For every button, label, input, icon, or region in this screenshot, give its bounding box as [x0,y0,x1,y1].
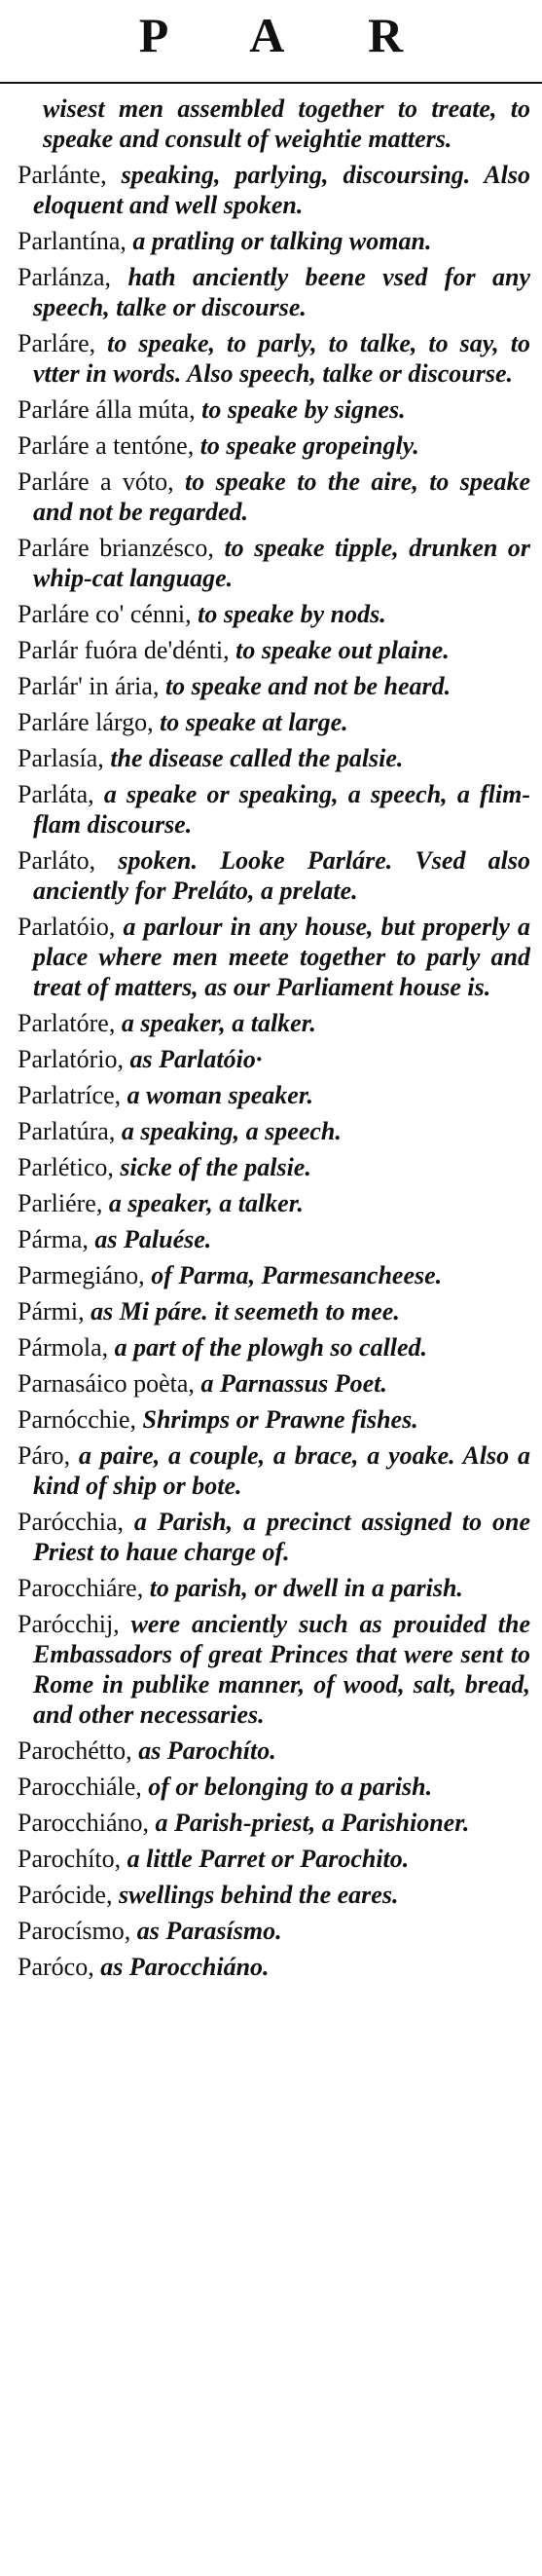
entry-headword: Parlasía, [18,744,104,772]
entry-headword: Párma, [18,1225,89,1253]
entry-headword: Parlatúra, [18,1117,116,1145]
entry-definition: to speake to the aire, to speake and not be regarded. [33,467,530,526]
entry-headword: Parochétto, [18,1736,132,1765]
entry-definition: speaking, parlying, discoursing. Also eloquent and well spoken. [33,161,530,219]
entry-definition: to speake, to parly, to talke, to say, to vtter in words. Also speech, talke or discourse. [33,329,530,388]
entry-definition: of Parma, Parmesancheese. [151,1261,443,1289]
dictionary-entry [18,1736,530,1766]
dictionary-column [18,93,530,2567]
entry-definition: sicke of the palsie. [120,1153,311,1181]
dictionary-entry [18,262,530,322]
entry-definition: swellings behind the eares. [118,1881,399,1909]
entry-headword: Parlético, [18,1153,114,1181]
entry-headword: Parlatríce, [18,1081,122,1109]
entry-definition: a parlour in any house, but properly a place where men meete together to parly and treat of matters, as our Parliament house is. [33,913,530,1001]
entry-definition: a speaker, a talker. [108,1189,304,1217]
entry-definition: to speake gropeingly. [199,431,419,460]
entry-definition: the disease called the palsie. [110,744,404,772]
entry-definition: a Parnassus Poet. [200,1369,387,1398]
entry-definition: spoken. Looke Parláre. Vsed also anciently for Preláto, a prelate. [33,846,530,905]
entry-definition: as Parocchiáno. [100,1953,270,1981]
dictionary-entry [18,1507,530,1567]
dictionary-entry [18,599,530,629]
dictionary-entry [18,160,530,220]
dictionary-entry [18,533,530,593]
entry-definition: to speake out plaine. [235,636,450,664]
entry-headword: Parochíto, [18,1845,122,1873]
dictionary-entry [18,671,530,701]
dictionary-entry [18,328,530,389]
dictionary-entry [18,1224,530,1254]
entry-definition: of or belonging to a parish. [148,1773,433,1801]
entry-definition: as Paluése. [94,1225,212,1253]
entry-headword: Paróсchia, [18,1508,125,1536]
entry-definition: to parish, or dwell in a parish. [149,1574,463,1602]
entry-headword: Parliére, [18,1189,103,1217]
entry-definition: a little Parret or Parochito. [126,1845,410,1873]
entry-headword: Parmegiáno, [18,1261,145,1289]
dictionary-entry [18,1152,530,1182]
dictionary-entry [18,912,530,1002]
entry-definition: Shrimps or Prawne fishes. [142,1405,418,1434]
entry-headword: Parlánte, [18,161,107,189]
entry-definition: to speake by nods. [198,600,386,628]
dictionary-entry [18,845,530,906]
dictionary-entry [18,779,530,840]
entry-headword: Parlantína, [18,227,126,255]
dictionary-entry [18,93,530,154]
entry-headword: Parlatóre, [18,1009,116,1037]
dictionary-entry [18,707,530,737]
entry-headword: Parocchiáno, [18,1809,150,1837]
entry-headword: Parláto, [18,846,96,875]
entry-definition: were anciently such as prouided the Embassadors of great Princes that were sent to Rome in publike manner, of wood, salt, bread, and other necessaries. [33,1610,530,1729]
dictionary-entry [18,1609,530,1730]
entry-definition: to speake at large. [160,708,348,736]
entry-definition: a Parish, a precinct assigned to one Priest to haue charge of. [33,1508,530,1566]
entry-definition: as Parlatóio· [129,1045,263,1073]
entry-definition: a pratling or talking woman. [132,227,432,255]
entry-definition: hath anciently beene vsed for any speech, talke or discourse. [33,263,530,321]
dictionary-entry [18,1772,530,1802]
dictionary-entry [18,743,530,773]
dictionary-entry [18,394,530,425]
entry-definition: to speake by signes. [201,395,406,424]
dictionary-entry [18,1188,530,1218]
entry-definition: to speake tipple, drunken or whip-cat language. [33,534,530,592]
entry-definition: a paire, a couple, a brace, a yoake. Also a kind of ship or bote. [33,1441,530,1500]
entry-headword: Parócide, [18,1881,113,1909]
dictionary-entry [18,1116,530,1146]
entry-headword: Parlatório, [18,1045,125,1073]
entry-definition: a speaker, a talker. [121,1009,316,1037]
dictionary-entry [18,1440,530,1501]
entry-headword: Parnócchie, [18,1405,137,1434]
dictionary-entry [18,1573,530,1603]
entry-definition: a Parish-priest, a Parishioner. [155,1809,470,1837]
entry-definition: wisest men assembled together to treate, to speake and consult of weightie matters. [43,94,530,153]
entry-definition: a part of the plowgh so called. [114,1333,428,1362]
entry-headword: Parlatóio, [18,913,116,941]
dictionary-entry [18,1880,530,1910]
dictionary-entry [18,430,530,461]
running-head: P A R [138,8,441,62]
entry-headword: Parócchij, [18,1610,120,1638]
header-rule [0,82,542,84]
entry-definition: a woman speaker. [126,1081,314,1109]
entry-headword: Parlánza, [18,263,112,291]
entry-headword: Paróco, [18,1953,94,1981]
dictionary-entry [18,1368,530,1399]
entry-headword: Parláre brianzésco, [18,534,214,562]
dictionary-entry [18,1260,530,1290]
page-header [0,0,542,78]
entry-headword: Parláre álla múta, [18,395,196,424]
entry-definition: as Parochíto. [138,1736,276,1765]
dictionary-entry [18,226,530,256]
entry-headword: Parlár' in ária, [18,672,160,700]
entry-headword: Parocchiáre, [18,1574,144,1602]
entry-headword: Parocísmo, [18,1917,131,1945]
entry-headword: Parláta, [18,780,94,808]
entry-headword: Pármi, [18,1297,85,1325]
entry-definition: a speake or speaking, a speech, a flim-flam discourse. [33,780,530,839]
dictionary-entry [18,1844,530,1874]
entry-headword: Parnasáico poèta, [18,1369,195,1398]
entry-definition: a speaking, a speech. [121,1117,342,1145]
dictionary-entry [18,635,530,665]
dictionary-entry [18,1916,530,1946]
dictionary-entry [18,1808,530,1838]
entry-headword: Parláre a vóto, [18,467,174,496]
dictionary-entry [18,1404,530,1435]
entry-headword: Parláre a tentóne, [18,431,195,460]
entry-headword: Parláre co' cénni, [18,600,192,628]
entry-definition: as Parasísmo. [136,1917,282,1945]
entry-definition: as Mi páre. it seemeth to mee. [90,1297,400,1325]
dictionary-entry [18,1044,530,1074]
dictionary-entry [18,1332,530,1363]
dictionary-entry [18,1296,530,1326]
dictionary-entry [18,1008,530,1038]
entry-headword: Parláre lárgo, [18,708,154,736]
entry-headword: Parocchiále, [18,1773,142,1801]
entry-definition: to speake and not be heard. [164,672,452,700]
dictionary-entry [18,467,530,527]
entry-headword: Páro, [18,1441,71,1470]
entry-headword: Parláre, [18,329,96,357]
entry-headword: Pármola, [18,1333,109,1362]
entry-headword: Parlár fuóra de'dénti, [18,636,230,664]
dictionary-entry [18,1952,530,1982]
dictionary-entry [18,1080,530,1110]
